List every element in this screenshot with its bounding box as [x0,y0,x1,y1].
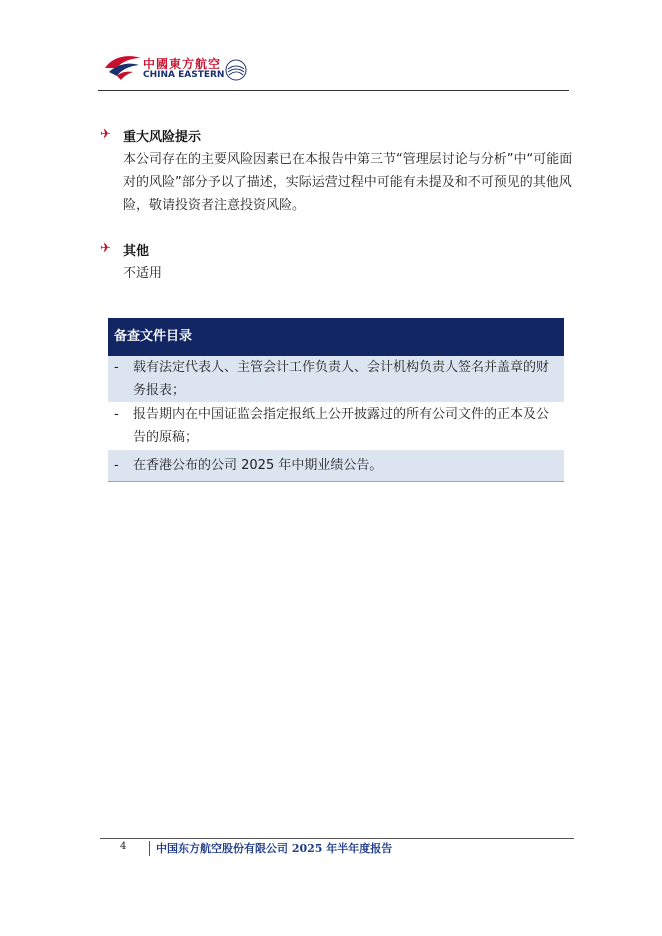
header-divider [98,90,569,91]
list-item-text: 载有法定代表人、主管会计工作负责人、会计机构负责人签名并盖章的财务报表； [133,360,550,398]
logo-english-name: CHINA EASTERN [143,70,225,80]
section-major-risk [100,126,575,217]
china-eastern-swallow-logo-icon [103,52,143,82]
section-other [100,240,575,285]
skyteam-logo-icon [224,58,248,82]
reference-documents-box [108,318,564,482]
reference-box-title: 备查文件目录 [108,318,564,356]
list-item [108,403,564,450]
page-number: 4 [120,841,127,852]
list-item [108,450,564,482]
section-title: 重大风险提示 [123,130,202,145]
dash-bullet: - [114,360,119,375]
footer-divider [149,841,150,856]
page-header [98,48,569,91]
section-title: 其他 [123,244,150,259]
logo-chinese-name: 中國東方航空 [143,57,222,71]
dash-bullet: - [114,407,119,422]
list-item [108,356,564,403]
airplane-bullet-icon: ✈ [100,127,111,142]
airplane-bullet-icon: ✈ [100,241,111,256]
dash-bullet: - [114,458,119,473]
list-item-text: 报告期内在中国证监会指定报纸上公开披露过的所有公司文件的正本及公告的原稿； [133,407,550,445]
list-item-text: 在香港公布的公司 2025 年中期业绩公告。 [133,458,383,473]
section-body: 本公司存在的主要风险因素已在本报告中第三节“管理层讨论与分析”中“可能面对的风险”部分予以了描述，实际运营过程中可能有未提及和不可预见的其他风险，敬请投资者注意投资风险。 [123,152,573,213]
section-body: 不适用 [123,266,163,281]
footer-report-title: 中国东方航空股份有限公司 2025 年半年度报告 [156,842,393,855]
page-footer [100,838,574,859]
